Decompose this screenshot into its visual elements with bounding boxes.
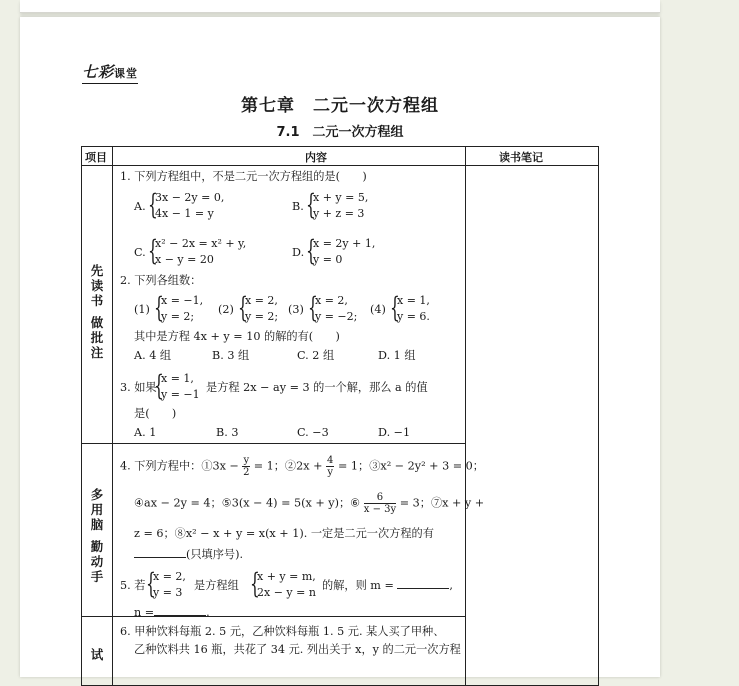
q2-option-d: D. 1 组: [378, 349, 416, 362]
q4-answer-blank[interactable]: [134, 547, 186, 558]
q1-option-b-system: { x + y = 5, y + z = 3: [306, 190, 368, 222]
q3-system: { x = 1, y = −1: [154, 371, 200, 403]
q6-line-2: 乙种饮料共 16 瓶，共花了 34 元. 列出关于 x，y 的二元一次方程: [134, 643, 461, 656]
document-page: [20, 17, 660, 677]
q2-option-c: C. 2 组: [297, 349, 335, 362]
q2-group-3: { x = 2, y = −2;: [308, 293, 357, 325]
q3-option-a: A. 1: [134, 426, 157, 439]
brand-logo: [82, 61, 138, 84]
header-content: 内容: [305, 151, 327, 164]
table-header: [82, 147, 598, 166]
q3-post: 是方程 2x − ay = 3 的一个解，那么 a 的值: [206, 381, 428, 394]
section-title: 7.1 二元一次方程组: [276, 125, 404, 140]
q2-option-b: B. 3 组: [212, 349, 250, 362]
q3-line-2: 是( ): [134, 407, 177, 420]
q6-line-1: 6. 甲种饮料每瓶 2. 5 元，乙种饮料每瓶 1. 5 元. 某人买了甲种、: [120, 625, 445, 638]
q5-mid: 是方程组: [194, 579, 239, 592]
q4-fraction-2: $\frac{4}{y}$: [327, 455, 334, 478]
row-divider-1: [82, 443, 465, 444]
q4-line-4: (只填序号).: [134, 547, 243, 562]
q2-group-4-label: (4): [370, 303, 386, 316]
q5-pre: 5. 若: [120, 579, 146, 592]
previous-page-edge: [20, 0, 660, 13]
q5-n-blank[interactable]: [154, 605, 206, 616]
q4-line-1: 4. 下列方程中：①3x − $\frac{y}{2}$ = 1；②2x + $\frac{4}{y}$ = 1；③x² − 2y² + 3 = 0；: [120, 455, 484, 478]
column-divider-item: [112, 147, 113, 685]
worksheet-table: [81, 146, 599, 686]
q2-stem: 2. 下列各组数：: [120, 274, 202, 287]
q3-option-c: C. −3: [297, 426, 329, 439]
header-item: 项目: [85, 151, 107, 164]
row-label-practice: 多 用 脑 勤 动 手: [90, 487, 104, 584]
brand-script: 七彩: [82, 63, 115, 81]
row-label-try: 试: [90, 647, 104, 662]
q5-n-line: n = .: [134, 606, 210, 619]
q3-option-b: B. 3: [216, 426, 239, 439]
q5-solution-system: { x = 2, y = 3: [146, 569, 186, 601]
q2-group-1: { x = −1, y = 2;: [154, 293, 203, 325]
header-notes: 读书笔记: [499, 151, 543, 164]
q1-option-c-label: C.: [134, 246, 146, 259]
q5-m-blank[interactable]: [397, 578, 449, 589]
q5-equation-system: { x + y = m, 2x − y = n: [250, 569, 316, 601]
q2-group-3-label: (3): [288, 303, 304, 316]
q1-option-b-label: B.: [292, 200, 304, 213]
q4-fraction-3: $\frac{6}{x - 3y}$: [363, 492, 397, 515]
q5-post: 的解，则 m = ,: [322, 579, 453, 592]
q1-option-a-label: A.: [134, 200, 146, 213]
row-label-preview: 先 读 书 做 批 注: [90, 263, 104, 360]
q1-option-a-system: { 3x − 2y = 0, 4x − 1 = y: [148, 190, 224, 222]
q2-group-1-label: (1): [134, 303, 150, 316]
q4-line-3: z = 6；⑧x² − x + y = x(x + 1). 一定是二元一次方程的有: [134, 527, 434, 540]
brand-text: 课堂: [114, 67, 139, 80]
q2-group-4: { x = 1, y = 6.: [390, 293, 430, 325]
q2-question-line: 其中是方程 4x + y = 10 的解的有( ): [134, 330, 340, 343]
q3-pre: 3. 如果: [120, 381, 157, 394]
q2-group-2: { x = 2, y = 2;: [238, 293, 278, 325]
column-divider-notes: [465, 147, 466, 685]
q2-option-a: A. 4 组: [134, 349, 172, 362]
q3-option-d: D. −1: [378, 426, 411, 439]
chapter-title: 第七章 二元一次方程组: [241, 96, 439, 116]
q2-group-2-label: (2): [218, 303, 234, 316]
q4-fraction-1: $\frac{y}{2}$: [243, 455, 250, 478]
q1-option-d-label: D.: [292, 246, 305, 259]
q1-option-d-system: { x = 2y + 1, y = 0: [306, 236, 375, 268]
q4-line-2: ④ax − 2y = 4；⑤3(x − 4) = 5(x + y)；⑥ $\frac{6}{x - 3y}$ = 3；⑦x + y +: [134, 492, 485, 515]
q1-option-c-system: { x² − 2x = x² + y, x − y = 20: [148, 236, 246, 268]
q1-stem: 1. 下列方程组中，不是二元一次方程组的是( ): [120, 170, 367, 183]
